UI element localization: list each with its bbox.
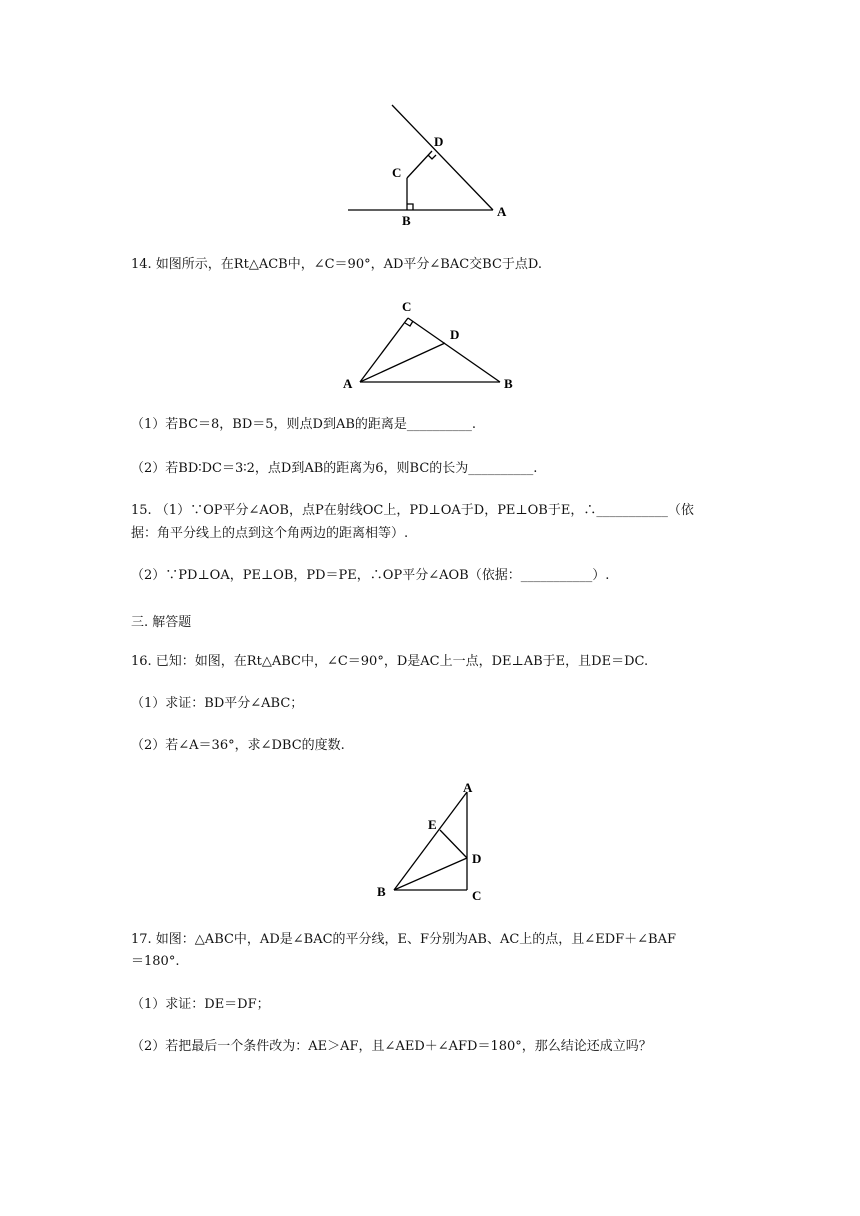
label-a: A <box>463 780 473 795</box>
label-a: A <box>343 376 353 391</box>
q16-part2: （2）若∠A＝36°，求∠DBC的度数. <box>131 738 345 753</box>
label-d: D <box>434 134 444 149</box>
q17-stem-line1: 17. 如图：△ABC中，AD是∠BAC的平分线，E、F分别为AB、AC上的点，且∠EDF＋∠BAF <box>131 932 676 947</box>
q17-stem-line2: ＝180°. <box>131 954 180 969</box>
right-angle-c <box>405 321 413 326</box>
segment-ac <box>360 318 408 382</box>
q14-part2: （2）若BD∶DC＝3∶2，点D到AB的距离为6，则BC的长为__________. <box>131 461 538 476</box>
q16-stem: 16. 已知：如图，在Rt△ABC中，∠C＝90°，D是AC上一点，DE⊥AB于E，且DE＝DC. <box>131 654 649 669</box>
section-title: 三. 解答题 <box>131 615 192 630</box>
segment-de <box>440 830 467 858</box>
label-b: B <box>504 376 513 391</box>
q17-part1: （1）求证：DE＝DF； <box>131 997 270 1012</box>
q14-stem: 14. 如图所示，在Rt△ACB中，∠C＝90°，AD平分∠BAC交BC于点D. <box>131 257 543 272</box>
label-a: A <box>497 204 507 219</box>
q15-part1-line2: 据：角平分线上的点到这个角两边的距离相等）. <box>131 526 409 541</box>
figure-top <box>340 100 520 234</box>
q14-part1: （1）若BC＝8，BD＝5，则点D到AB的距离是__________. <box>131 417 477 432</box>
right-angle-b <box>407 204 413 210</box>
label-c: C <box>392 165 402 180</box>
figure-q14 <box>335 295 535 399</box>
q15-part1-line1: 15. （1）∵OP平分∠AOB，点P在射线OC上，PD⊥OA于D，PE⊥OB于E，∴___________（依 <box>131 503 694 518</box>
q17-part2: （2）若把最后一个条件改为：AE＞AF，且∠AED＋∠AFD＝180°，那么结论还成立吗？ <box>131 1039 652 1054</box>
label-c: C <box>402 299 412 314</box>
q15-part2: （2）∵PD⊥OA，PE⊥OB，PD＝PE，∴OP平分∠AOB（依据：___________）. <box>131 568 610 583</box>
label-c: C <box>472 888 482 903</box>
figure-q16 <box>370 778 500 907</box>
label-d: D <box>472 851 482 866</box>
label-b: B <box>402 213 411 228</box>
right-angle-d <box>428 155 436 159</box>
segment-bd <box>394 858 467 890</box>
label-d: D <box>450 327 460 342</box>
label-e: E <box>428 817 437 832</box>
segment-ad <box>360 343 445 382</box>
label-b: B <box>377 884 386 899</box>
q16-part1: （1）求证：BD平分∠ABC； <box>131 696 304 711</box>
segment-ab <box>394 792 467 890</box>
